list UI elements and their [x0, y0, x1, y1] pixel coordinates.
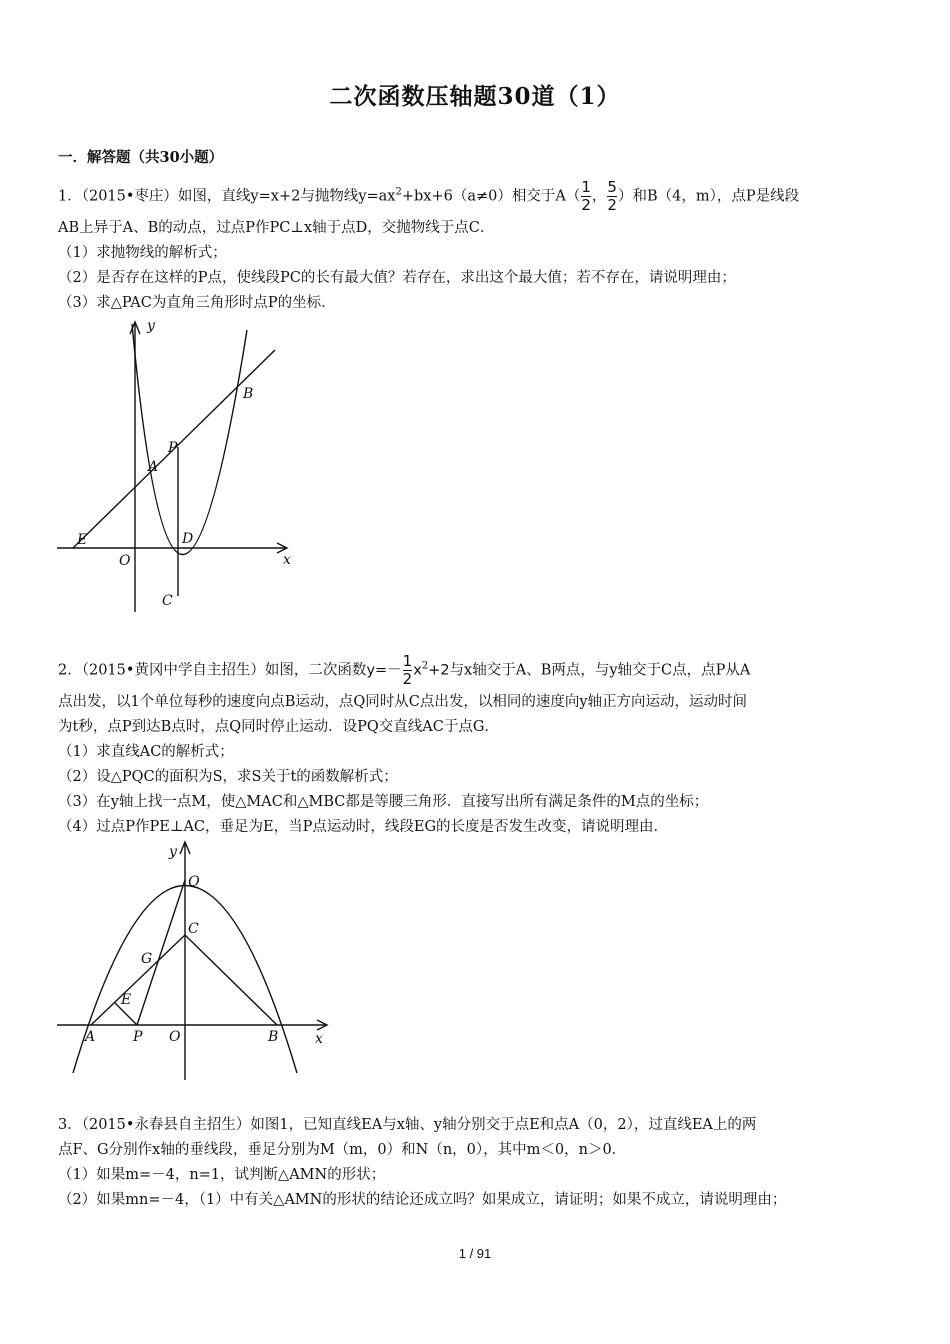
q2-eq-sup: 2: [421, 660, 429, 672]
q2-label-G: G: [141, 951, 153, 967]
frac-den: 2: [607, 196, 617, 214]
q1-line1: [58, 180, 799, 213]
q1-parabola: [132, 324, 247, 555]
q1-part2: （2）是否存在这样的P点，使线段PC的长有最大值？若存在，求出这个最大值；若不存在，请说明理由；: [58, 270, 736, 286]
q2-label-Q: Q: [188, 874, 200, 890]
q1-fraction-1: [581, 180, 591, 213]
q1-text-b: +bx+6（a≠0）相交于A（: [401, 188, 581, 205]
q1-text-c: ，: [591, 188, 607, 205]
q2-label-B: B: [268, 1029, 279, 1045]
q1-figure: [55, 312, 305, 617]
q2-label-O: O: [169, 1029, 181, 1045]
q1-label-A: A: [148, 459, 159, 475]
q3-line1: 3．（2015•永春县自主招生）如图1，已知直线EA与x轴、y轴分别交于点E和点A（0，2），过直线EA上的两: [58, 1117, 757, 1133]
q2-part4: （4）过点P作PE⊥AC，垂足为E，当P点运动时，线段EG的长度是否发生改变，请说明理由．: [58, 819, 669, 835]
q1-fraction-2: [607, 180, 617, 213]
frac-den: 2: [402, 670, 413, 688]
q2-eq-b: x: [413, 662, 422, 679]
q2-line-BC: [185, 935, 277, 1025]
q1-line2: AB上异于A、B的动点，过点P作PC⊥x轴于点D，交抛物线于点C．: [58, 220, 495, 236]
q2-line3: 为t秒，点P到达B点时，点Q同时停止运动．设PQ交直线AC于点G．: [58, 719, 499, 735]
q2-eq-a: y=－: [366, 662, 402, 679]
q2-part2: （2）设△PQC的面积为S，求S关于t的函数解析式；: [58, 769, 398, 785]
q2-label-E: E: [121, 992, 132, 1008]
q3-part1: （1）如果m=－4，n=1，试判断△AMN的形状；: [58, 1167, 386, 1183]
page-title: 二次函数压轴题30道（1）: [329, 83, 621, 110]
frac-num: 1: [402, 652, 413, 670]
q1-sup: 2: [395, 186, 402, 198]
q1-label-O: O: [119, 553, 131, 569]
q2-text-b: 与x轴交于A、B两点，与y轴交于C点，点P从A: [449, 662, 751, 679]
q2-label-y: y: [169, 844, 177, 860]
q2-part1: （1）求直线AC的解析式；: [58, 744, 234, 760]
q2-label-A: A: [85, 1029, 96, 1045]
q2-label-P: P: [133, 1029, 143, 1045]
q1-label-P: P: [168, 440, 178, 456]
q3-line2: 点F、G分别作x轴的垂线段，垂足分别为M（m，0）和N（n，0），其中m＜0，n＞0．: [58, 1142, 627, 1158]
q1-label-C: C: [162, 593, 173, 609]
frac-den: 2: [581, 196, 591, 214]
q3-part2: （2）如果mn=－4，（1）中有关△AMN的形状的结论还成立吗？如果成立，请证明；如果不成立，请说明理由；: [58, 1192, 787, 1208]
q1-label-x: x: [283, 552, 291, 568]
q2-label-C: C: [188, 921, 199, 937]
q1-text-a: 1．（2015•枣庄）如图，直线y=x+2与抛物线y=ax: [58, 188, 396, 205]
q2-text-a: 2．（2015•黄冈中学自主招生）如图，二次函数: [58, 662, 367, 679]
q1-label-E: E: [77, 532, 88, 548]
q2-line2: 点出发，以1个单位每秒的速度向点B运动，点Q同时从C点出发，以相同的速度向y轴正方向运动，运动时间: [58, 694, 748, 710]
frac-num: 1: [581, 178, 591, 196]
q2-line1: [58, 654, 750, 687]
q2-part3: （3）在y轴上找一点M，使△MAC和△MBC都是等腰三角形．直接写出所有满足条件的M点的坐标；: [58, 794, 709, 810]
frac-num: 5: [607, 178, 617, 196]
section-heading: 一．解答题（共30小题）: [58, 149, 224, 166]
q2-figure: [55, 838, 340, 1088]
q1-part1: （1）求抛物线的解析式；: [58, 245, 227, 261]
q1-label-y: y: [147, 318, 155, 334]
q2-fraction: [403, 654, 413, 687]
q1-label-B: B: [243, 386, 254, 402]
page-number: 1 / 91: [458, 1246, 492, 1261]
q2-eq-c: +2: [428, 662, 450, 679]
q1-part3: （3）求△PAC为直角三角形时点P的坐标．: [58, 295, 336, 311]
q1-text-d: ）和B（4，m），点P是线段: [617, 188, 800, 205]
q2-label-x: x: [315, 1031, 323, 1047]
q1-label-D: D: [182, 531, 194, 547]
